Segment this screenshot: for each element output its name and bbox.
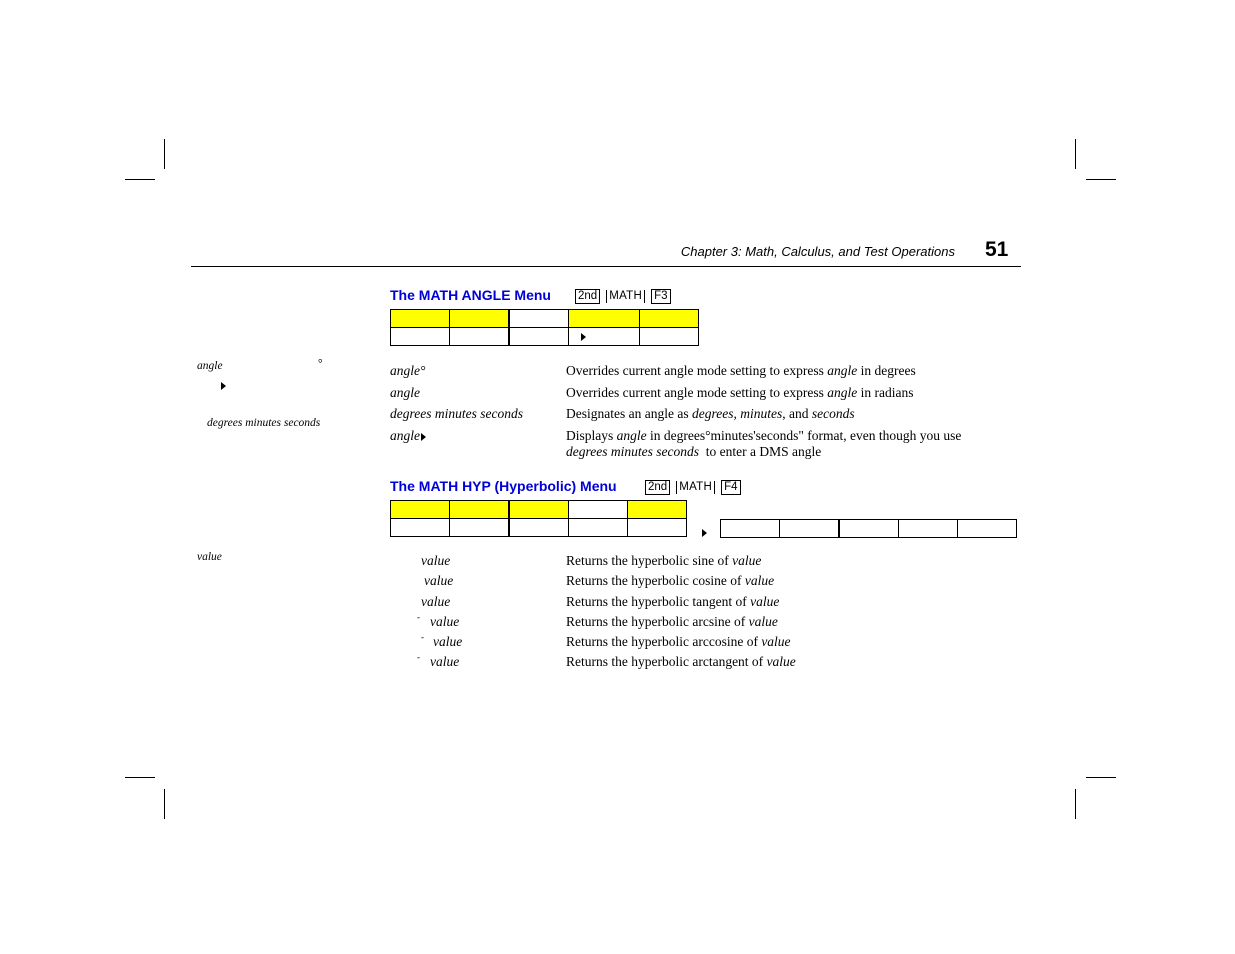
- key-f3: F3: [651, 289, 670, 304]
- hyp-row-label: value: [421, 553, 451, 568]
- hyp-row-superscript: -: [421, 632, 424, 642]
- hyp-menu-cell: [509, 519, 569, 537]
- hyp-menu-cell: [569, 501, 628, 519]
- angle-section-title: The MATH ANGLE Menu: [390, 287, 551, 303]
- angle-menu-cell: [569, 310, 640, 328]
- hyp-row-label: value: [433, 634, 463, 649]
- hyp-row-superscript: -: [417, 652, 420, 662]
- angle-row-label: angle: [390, 428, 426, 444]
- hyp-section-title: The MATH HYP (Hyperbolic) Menu: [390, 478, 617, 494]
- side-note-value: value: [197, 551, 222, 563]
- key-f4: F4: [721, 480, 740, 495]
- dms-arrow-icon: [421, 433, 426, 441]
- angle-row-label: angle°: [390, 363, 426, 378]
- hyp-menu-cell: [450, 501, 510, 519]
- page-number: 51: [985, 238, 1009, 261]
- hyp-menu-cell: [391, 519, 450, 537]
- hyp-continue-arrow-icon: [702, 524, 707, 542]
- hyp-keystrokes: [645, 480, 747, 495]
- key-math: MATH: [676, 481, 715, 494]
- crop-mark-bottom-left-v: [164, 789, 165, 819]
- chapter-heading: Chapter 3: Math, Calculus, and Test Operations: [680, 244, 955, 259]
- angle-row-desc: Overrides current angle mode setting to express angle in radians: [566, 385, 914, 400]
- hyp-menu-cell: [509, 501, 569, 519]
- angle-menu-cell: [450, 310, 510, 328]
- hyp-menu-cell: [391, 501, 450, 519]
- side-note-dms: degrees minutes seconds: [207, 417, 321, 429]
- key-math: MATH: [606, 290, 645, 303]
- hyp-menu2-cell: [839, 520, 899, 538]
- crop-mark-bottom-left-h: [125, 777, 155, 778]
- angle-menu-cell: [640, 310, 699, 328]
- side-note-angle: angle: [197, 360, 223, 372]
- hyp-row-label: value: [421, 594, 451, 609]
- angle-row-label: angle: [390, 385, 420, 400]
- hyp-row-desc: Returns the hyperbolic cosine of value: [566, 573, 775, 588]
- hyp-menu-cell: [450, 519, 510, 537]
- hyp-menu-cell: [569, 519, 628, 537]
- side-note-degree-symbol: °: [318, 358, 323, 370]
- hyp-menu2-cell: [780, 520, 840, 538]
- angle-row-label: degrees minutes seconds: [390, 406, 523, 421]
- angle-menu-cell: [509, 328, 569, 346]
- header-rule: [191, 266, 1021, 267]
- angle-menu-cell: [391, 310, 450, 328]
- crop-mark-top-left-h: [125, 179, 155, 180]
- angle-keystrokes: [575, 289, 677, 304]
- hyp-row-label: value: [424, 573, 454, 588]
- crop-mark-top-left-v: [164, 139, 165, 169]
- dms-arrow-icon: [581, 333, 586, 341]
- hyp-row-desc: Returns the hyperbolic arccosine of value: [566, 634, 791, 649]
- key-2nd: 2nd: [645, 480, 670, 495]
- hyp-row-superscript: -: [417, 612, 420, 622]
- angle-menu-cell: [640, 328, 699, 346]
- hyp-menu2-cell: [721, 520, 780, 538]
- hyp-menu2-cell: [899, 520, 958, 538]
- hyp-row-desc: Returns the hyperbolic arctangent of value: [566, 654, 796, 669]
- hyp-menu-cell: [628, 519, 687, 537]
- angle-menu-cell: [509, 310, 569, 328]
- crop-mark-bottom-right-h: [1086, 777, 1116, 778]
- hyp-row-label: value: [430, 654, 460, 669]
- angle-menu-cell-dms: [569, 328, 640, 346]
- angle-menu-screen: [390, 309, 699, 346]
- hyp-row-desc: Returns the hyperbolic sine of value: [566, 553, 762, 568]
- angle-menu-cell: [450, 328, 510, 346]
- hyp-menu-screen: [390, 500, 687, 537]
- hyp-menu-screen-2: [720, 519, 1017, 538]
- crop-mark-top-right-h: [1086, 179, 1116, 180]
- hyp-menu2-cell: [958, 520, 1017, 538]
- hyp-row-label: value: [430, 614, 460, 629]
- angle-row-desc: Overrides current angle mode setting to express angle in degrees: [566, 363, 916, 378]
- key-2nd: 2nd: [575, 289, 600, 304]
- hyp-row-desc: Returns the hyperbolic arcsine of value: [566, 614, 778, 629]
- crop-mark-top-right-v: [1075, 139, 1076, 169]
- angle-menu-cell: [391, 328, 450, 346]
- angle-row-desc: Designates an angle as degrees, minutes, and seconds: [566, 406, 855, 421]
- side-note-arrow-icon: [221, 377, 226, 395]
- hyp-menu-cell: [628, 501, 687, 519]
- hyp-row-desc: Returns the hyperbolic tangent of value: [566, 594, 780, 609]
- angle-row-desc: Displays angle in degrees°minutes'seconds" format, even though you use degrees minutes seconds to enter a DMS angle: [566, 428, 962, 459]
- crop-mark-bottom-right-v: [1075, 789, 1076, 819]
